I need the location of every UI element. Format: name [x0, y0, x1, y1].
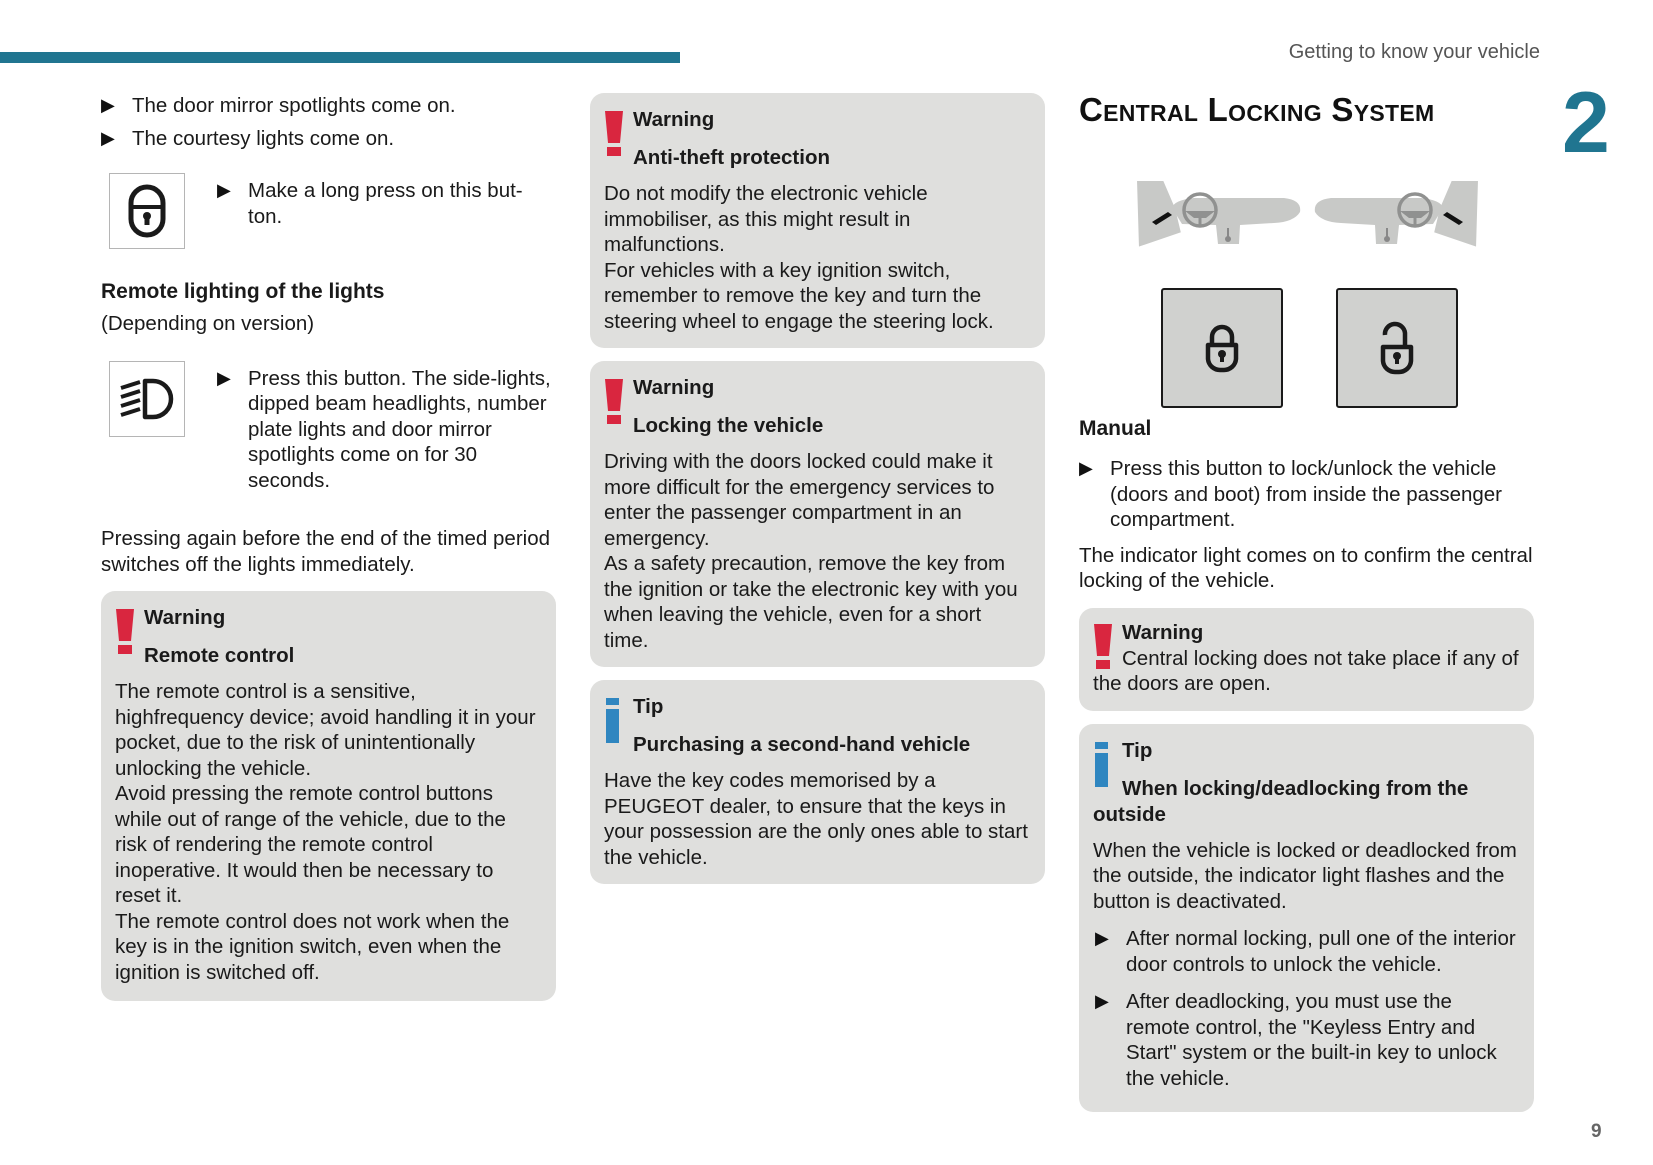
bullet-triangle-icon: ▶	[1095, 928, 1109, 948]
bullet-triangle-icon: ▶	[101, 95, 115, 115]
tip-box-second-hand	[590, 680, 1045, 884]
warning-box-doors-open	[1079, 608, 1534, 711]
running-header: Getting to know your vehicle	[1288, 41, 1540, 63]
remote-lighting-heading: Remote lighting of the lights	[101, 280, 385, 303]
bullet-triangle-icon: ▶	[1079, 458, 1093, 478]
tip-text: When the vehicle is locked or deadlocked from the outside, the indicator light flashes and the button is deactivated.	[1093, 838, 1517, 913]
tip-label: Tip	[1122, 738, 1153, 762]
tip-text: Have the key codes memorised by a PEUGEOT dealer, to ensure that the keys in your possession are the only ones able to start the vehicle.	[604, 769, 1028, 869]
column-1	[101, 93, 556, 1001]
warning-title: Anti-theft protection	[633, 146, 830, 169]
tip-title: When locking/deadlocking from the outside	[1093, 776, 1469, 826]
warning-exclamation-icon	[604, 377, 624, 425]
warning-label: Warning	[1122, 620, 1204, 644]
bullet-triangle-icon: ▶	[101, 127, 115, 148]
list-item: ▶ After normal locking, pull one of the interior door controls to unlock the vehicle.	[1095, 927, 1516, 976]
lock-button-instruction	[101, 173, 556, 249]
warning-exclamation-icon	[115, 607, 135, 655]
warning-box-anti-theft	[590, 93, 1045, 348]
indicator-note: The indicator light comes on to confirm the central locking of the vehicle.	[1079, 543, 1533, 592]
warning-box-remote-control	[101, 591, 556, 1001]
list-item: ▶ The courtesy lights come on.	[101, 126, 395, 150]
section-title: Central Locking System	[1079, 91, 1435, 128]
bullet-triangle-icon: ▶	[217, 180, 231, 200]
column-2	[590, 93, 1045, 884]
headlight-instruction	[101, 361, 556, 501]
warning-exclamation-icon	[604, 109, 624, 157]
tip-title: Purchasing a second-hand vehicle	[633, 733, 971, 756]
warning-text: As a safety precaution, remove the key from the ignition or take the electronic key with you when leaving the vehicle, even for a short time.	[604, 552, 1018, 652]
remote-lighting-note: Pressing again before the end of the timed period switches off the lights immediately.	[101, 527, 551, 576]
bullet-triangle-icon: ▶	[217, 367, 231, 388]
bullet-triangle-icon: ▶	[1095, 991, 1109, 1011]
padlock-button-icon	[109, 173, 185, 249]
warning-text: Avoid pressing the remote control buttons while out of range of the vehicle, due to the risk of rendering the remote control inoperative. It would then be necessary to reset it.	[115, 782, 506, 907]
info-tip-icon	[604, 696, 624, 744]
tip-label: Tip	[633, 695, 664, 718]
manual-heading: Manual	[1079, 417, 1152, 440]
locked-padlock-icon	[1161, 288, 1283, 408]
list-item: ▶ The door mirror spotlights come on.	[101, 94, 456, 117]
warning-exclamation-icon	[1093, 622, 1113, 670]
list-item: ▶ Press this button. The side-lights, dipped beam headlights, number plate lights and door mirror spotlights come on for 30 seconds.	[217, 366, 551, 492]
warning-label: Warning	[633, 108, 715, 131]
list-item: ▶ After deadlocking, you must use the remote control, the "Keyless Entry and Start" system or the built-in key to unlock the vehicle.	[1095, 990, 1497, 1090]
warning-text: Driving with the doors locked could make it more difficult for the emergency services to enter the passenger compartment in an emergency.	[604, 450, 995, 550]
warning-text: Central locking does not take place if any of the doors are open.	[1093, 646, 1519, 695]
central-locking-illustration	[1079, 128, 1534, 388]
list-item: ▶ Press this button to lock/unlock the vehicle (doors and boot) from inside the passenger compartment.	[1079, 457, 1503, 531]
column-3	[1079, 92, 1534, 1112]
left-hand-drive-dashboard-illustration	[1134, 178, 1304, 253]
chapter-number: 2	[1562, 75, 1610, 171]
tip-box-outside-locking	[1079, 724, 1534, 1113]
warning-title: Remote control	[144, 644, 295, 667]
unlocked-padlock-icon	[1336, 288, 1458, 408]
info-tip-icon	[1093, 740, 1113, 788]
warning-label: Warning	[633, 376, 715, 399]
warning-box-locking-vehicle	[590, 361, 1045, 667]
warning-label: Warning	[144, 606, 226, 629]
list-item: ▶ Make a long press on this but-ton.	[217, 179, 523, 228]
headlight-icon	[109, 361, 185, 437]
warning-text: For vehicles with a key ignition switch, remember to remove the key and turn the steering wheel to engage the steering lock.	[604, 258, 994, 333]
header-accent-bar	[0, 52, 680, 63]
warning-text: The remote control does not work when the key is in the ignition switch, even when the ignition is switched off.	[115, 909, 510, 984]
page-number: 9	[1591, 1121, 1602, 1142]
warning-text: Do not modify the electronic vehicle immobiliser, as this might result in malfunctions.	[604, 182, 928, 256]
right-hand-drive-dashboard-illustration	[1311, 178, 1481, 253]
remote-lighting-subheading: (Depending on version)	[101, 312, 315, 335]
warning-title: Locking the vehicle	[633, 414, 824, 437]
warning-text: The remote control is a sensitive, highfrequency device; avoid handling it in your pocket, due to the risk of unintentionally unlocking the vehicle.	[115, 680, 536, 780]
